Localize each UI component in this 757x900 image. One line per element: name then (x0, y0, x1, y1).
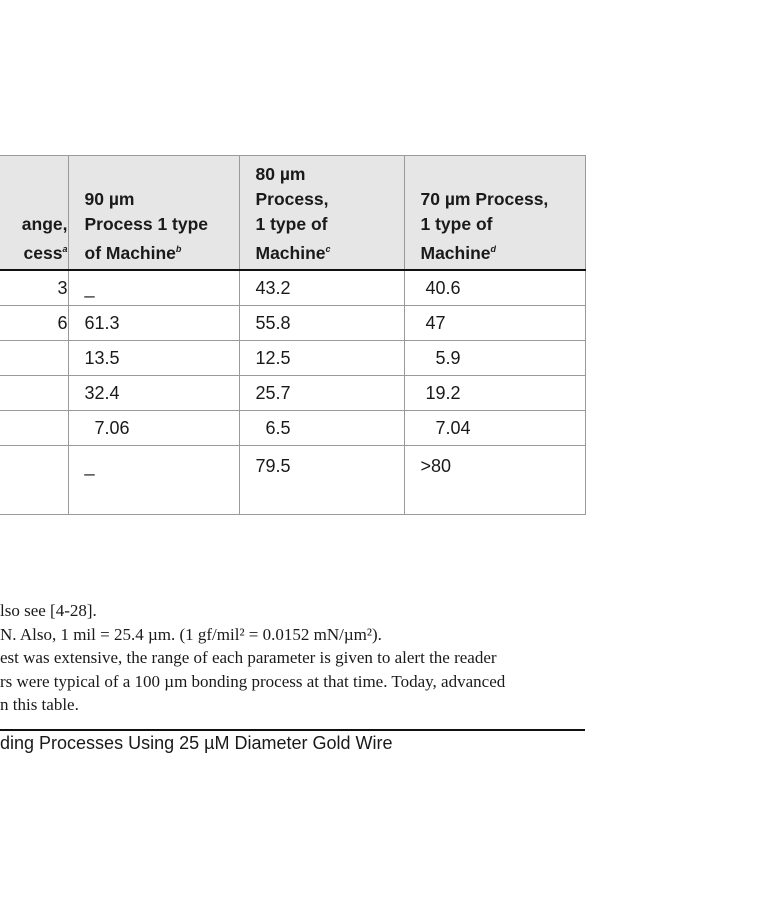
header-text: ange, cess (21, 214, 68, 263)
table-cell (0, 341, 68, 376)
table-cell: _ (68, 446, 239, 515)
table-row (0, 306, 585, 341)
table-footnotes (0, 599, 585, 717)
header-row (0, 156, 585, 271)
table-cell: 7.04 (404, 411, 585, 446)
footnote-line: N. Also, 1 mil = 25.4 µm. (1 gf/mil² = 0.0152 mN/µm²). (0, 624, 382, 644)
header-cell-70um: 70 µm Process, 1 type of Machine$^d$ (404, 156, 585, 271)
data-table (0, 155, 586, 515)
header-cell-90um: 90 µm Process 1 type of Machine$^b$ (68, 156, 239, 271)
table-cell: >80 (404, 446, 585, 515)
table-row (0, 270, 585, 306)
footnote-line: est was extensive, the range of each parameter is given to alert the reader (0, 648, 497, 667)
bonding-parameters-table (0, 155, 585, 501)
table-cell: 6.5 (239, 411, 404, 446)
table-cell (0, 376, 68, 411)
footnote-line: lso see [4-28]. (0, 601, 97, 620)
header-cell-range-process: ange, cess$^a$ (0, 156, 68, 271)
table-cell: 6 (0, 306, 68, 341)
table-cell: 19.2 (404, 376, 585, 411)
table-cell: 5.9 (404, 341, 585, 376)
table-cell: 47 (404, 306, 585, 341)
table-caption: ding Processes Using 25 µM Diameter Gold Wire (0, 733, 393, 753)
header-text: 80 µm Process, 1 type of Machine (255, 164, 329, 263)
table-row (0, 411, 585, 446)
table-cell: _ (68, 270, 239, 306)
footnote-line: n this table. (0, 695, 79, 714)
table-cell: 7.06 (68, 411, 239, 446)
table-cell: 32.4 (68, 376, 239, 411)
table-cell (0, 411, 68, 446)
table-cell (0, 446, 68, 515)
table-cell: 55.8 (239, 306, 404, 341)
table-cell: 12.5 (239, 341, 404, 376)
table-cell: 61.3 (68, 306, 239, 341)
table-row (0, 376, 585, 411)
table-row (0, 341, 585, 376)
table-cell: 3 (0, 270, 68, 306)
caption-rule (0, 729, 585, 731)
table-cell: 25.7 (239, 376, 404, 411)
footnote-line: rs were typical of a 100 µm bonding process at that time. Today, advanced (0, 671, 506, 691)
table-cell: 79.5 (239, 446, 404, 515)
table-cell: 40.6 (404, 270, 585, 306)
table-row (0, 446, 585, 515)
table-cell: 13.5 (68, 341, 239, 376)
header-cell-80um: 80 µm Process, 1 type of Machine$^c$ (239, 156, 404, 271)
table-cell: 43.2 (239, 270, 404, 306)
header-text: 90 µm Process 1 type of Machine (84, 189, 209, 263)
header-text: 70 µm Process, 1 type of Machine (420, 189, 549, 263)
